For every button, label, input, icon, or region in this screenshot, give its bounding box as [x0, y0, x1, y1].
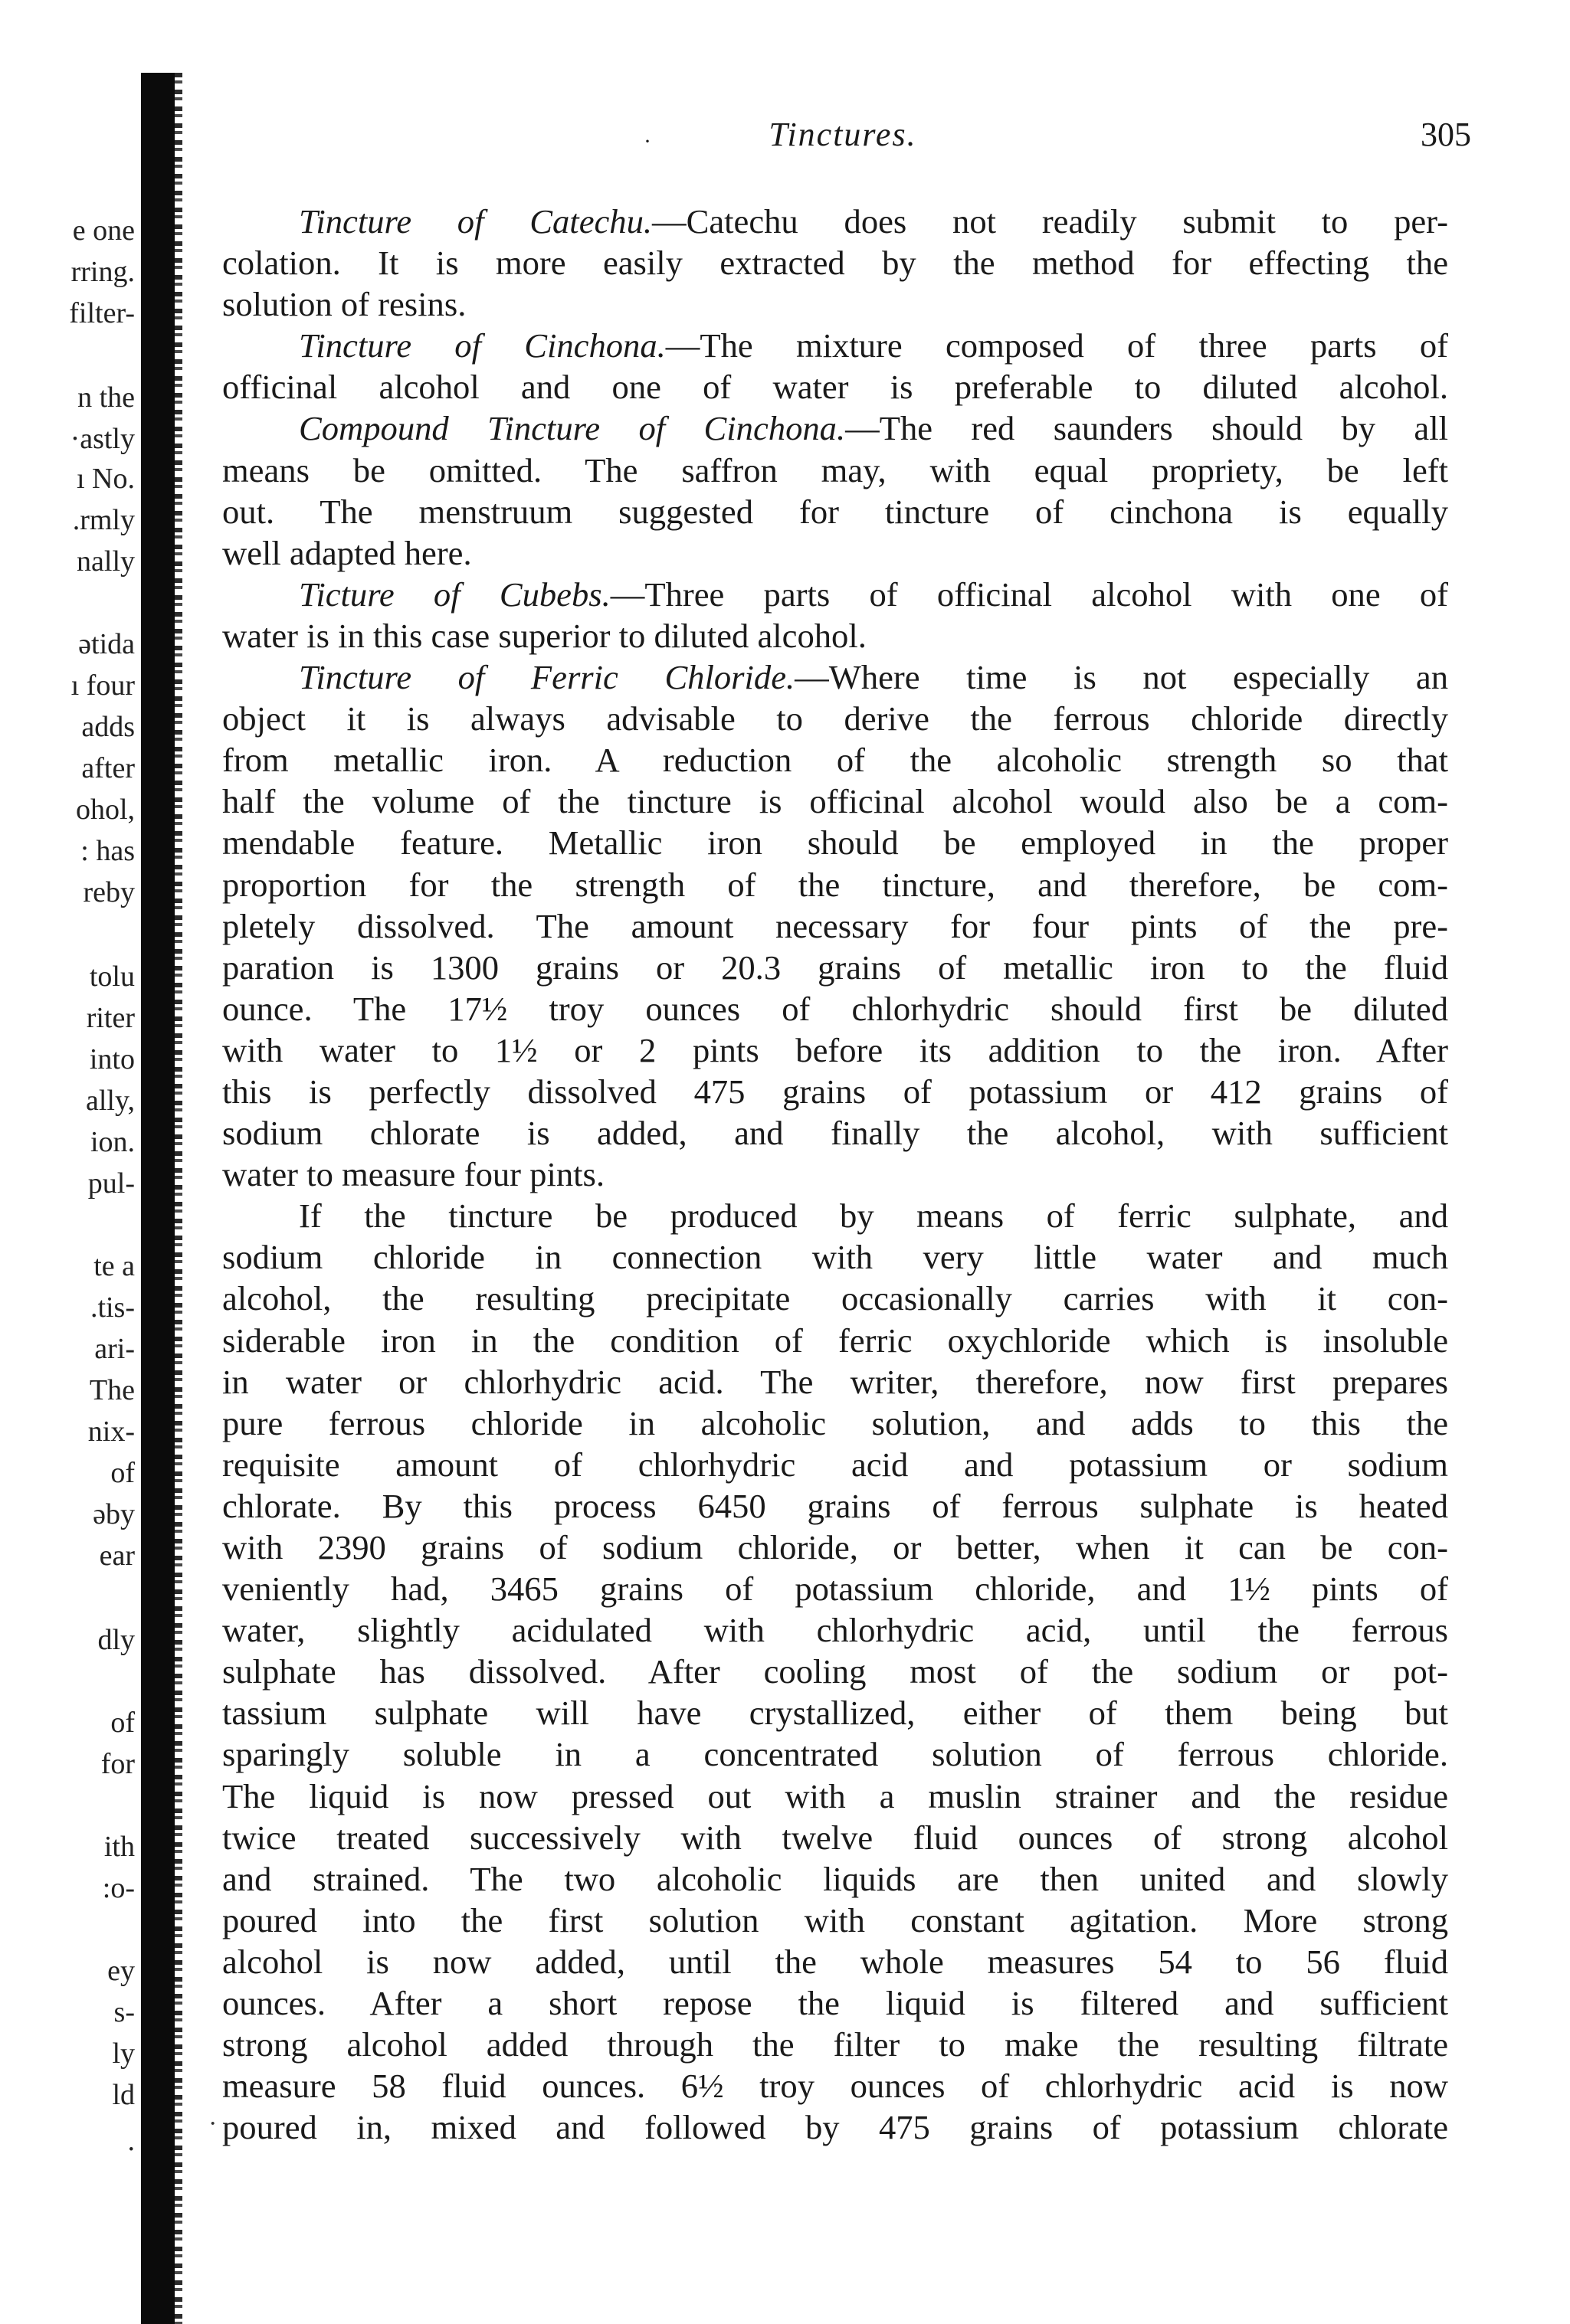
gutter-fragment: ey	[107, 1955, 135, 1987]
gutter-fragment: ly	[112, 2038, 135, 2070]
gutter-fragment: dly	[97, 1624, 135, 1656]
text-line: Tincture of Ferric Chloride.—Where time is not especially an	[299, 658, 1448, 697]
section-title: Ticture of Cubebs.	[299, 574, 611, 614]
section-title: Tincture of Ferric Chloride.	[299, 658, 795, 697]
text-line: and strained. The two alcoholic liquids are then united and slowly	[222, 1859, 1448, 1898]
text-line: sodium chlorate is added, and finally the alcohol, with sufficient	[222, 1114, 1448, 1153]
gutter-fragment: ally,	[85, 1085, 135, 1117]
gutter-fragment: into	[89, 1043, 135, 1075]
gutter-fragment: ari-	[94, 1333, 135, 1365]
gutter-fragment: ohol,	[75, 794, 135, 826]
text-line: tassium sulphate will have crystallized, either of them being but	[222, 1694, 1448, 1733]
text-line: well adapted here.	[222, 533, 472, 572]
facing-page-margin	[0, 0, 153, 2324]
section-title: Compound Tincture of Cinchona.	[299, 409, 846, 448]
text-line: ounce. The 17½ troy ounces of chlorhydric should first be diluted	[222, 989, 1448, 1028]
gutter-fragment: The	[89, 1374, 135, 1406]
gutter-fragment: ld	[112, 2079, 135, 2111]
gutter-fragment: rring.	[70, 256, 135, 288]
gutter-fragment: tolu	[89, 961, 135, 993]
text-line: this is perfectly dissolved 475 grains of potassium or 412 grains of	[222, 1072, 1448, 1111]
gutter-fragment: nix-	[87, 1416, 135, 1448]
text-line: water is in this case superior to diluted alcohol.	[222, 616, 867, 655]
gutter-fragment: .rmly	[72, 504, 135, 536]
gutter-fragment: nally	[77, 545, 135, 578]
text-line: twice treated successively with twelve fluid ounces of strong alcohol	[222, 1818, 1448, 1857]
text-line: sulphate has dissolved. After cooling most of the sodium or pot-	[222, 1652, 1448, 1691]
text-line: alcohol, the resulting precipitate occasionally carries with it con-	[222, 1279, 1448, 1318]
text-line: The liquid is now pressed out with a muslin strainer and the residue	[222, 1776, 1448, 1815]
gutter-fragment: ı No.	[77, 463, 135, 495]
text-line: Tincture of Catechu.—Catechu does not readily submit to per-	[299, 202, 1448, 241]
text-line: If the tincture be produced by means of ferric sulphate, and	[299, 1196, 1448, 1236]
gutter-fragment: ith	[103, 1831, 135, 1863]
text-line: mendable feature. Metallic iron should be employed in the proper	[222, 823, 1448, 862]
text-line: with water to 1½ or 2 pints before its addition to the iron. After	[222, 1030, 1448, 1069]
gutter-fragment: .tis-	[90, 1291, 135, 1324]
text-line: measure 58 fluid ounces. 6½ troy ounces of chlorhydric acid is now	[222, 2067, 1448, 2106]
text-line: Tincture of Cinchona.—The mixture composed of three parts of	[299, 326, 1448, 365]
text-line: half the volume of the tincture is officinal alcohol would also be a com-	[222, 782, 1448, 821]
text-line: colation. It is more easily extracted by the method for effecting the	[222, 244, 1448, 283]
text-line: object it is always advisable to derive the ferrous chloride directly	[222, 699, 1448, 738]
text-line: alcohol is now added, until the whole measures 54 to 56 fluid	[222, 1942, 1448, 1981]
gutter-fragment: pul-	[87, 1167, 135, 1200]
gutter-fragment: ion.	[90, 1126, 135, 1158]
text-line: solution of resins.	[222, 285, 467, 324]
gutter-fragment: n the	[77, 381, 135, 414]
text-line: sparingly soluble in a concentrated solution of ferrous chloride.	[222, 1735, 1448, 1774]
running-title: Tinctures.	[769, 116, 917, 153]
page-header	[215, 115, 1471, 169]
gutter-fragment: te a	[93, 1250, 135, 1282]
text-line: out. The menstruum suggested for tincture of cinchona is equally	[222, 492, 1448, 531]
gutter-fragment: adds	[81, 711, 135, 743]
text-line: poured into the first solution with constant agitation. More strong	[222, 1900, 1448, 1939]
text-line: water, slightly acidulated with chlorhydric acid, until the ferrous	[222, 1611, 1448, 1650]
book-spine-edge	[175, 73, 182, 2324]
section-title: Tincture of Cinchona.	[299, 326, 666, 365]
gutter-fragment: riter	[86, 1002, 135, 1034]
gutter-fragment: ı four	[70, 669, 135, 702]
text-line: water to measure four pints.	[222, 1155, 605, 1194]
gutter-fragment: əby	[93, 1498, 135, 1530]
section-title: Tincture of Catechu.	[299, 202, 653, 241]
book-spine-shadow	[141, 73, 179, 2324]
text-line: veniently had, 3465 grains of potassium chloride, and 1½ pints of	[222, 1570, 1448, 1609]
gutter-fragment: e one	[72, 214, 135, 247]
text-line: pletely dissolved. The amount necessary for four pints of the pre-	[222, 906, 1448, 945]
text-line: officinal alcohol and one of water is preferable to diluted alcohol.	[222, 368, 1448, 407]
gutter-fragment: of	[110, 1707, 135, 1739]
text-line: ounces. After a short repose the liquid is filtered and sufficient	[222, 1984, 1448, 2023]
gutter-fragment: of	[110, 1457, 135, 1489]
text-line: sodium chloride in connection with very little water and much	[222, 1238, 1448, 1277]
text-line: Ticture of Cubebs.—Three parts of officinal alcohol with one of	[299, 574, 1448, 614]
stray-mark: ·	[208, 2110, 218, 2138]
gutter-fragment: : has	[80, 835, 135, 867]
gutter-fragment: s-	[113, 1996, 135, 2028]
text-line: means be omitted. The saffron may, with equal propriety, be left	[222, 450, 1448, 489]
page-body	[222, 201, 1448, 2148]
gutter-fragment: reby	[83, 876, 135, 908]
gutter-fragment: after	[81, 752, 135, 784]
text-line: in water or chlorhydric acid. The writer, therefore, now first prepares	[222, 1362, 1448, 1401]
text-line: chlorate. By this process 6450 grains of ferrous sulphate is heated	[222, 1486, 1448, 1525]
gutter-fragment: ·astly	[70, 423, 135, 455]
gutter-fragment: ətida	[78, 628, 135, 660]
text-line: proportion for the strength of the tincture, and therefore, be com-	[222, 865, 1448, 904]
text-line: siderable iron in the condition of ferric oxychloride which is insoluble	[222, 1321, 1448, 1360]
text-line: from metallic iron. A reduction of the alcoholic strength so that	[222, 741, 1448, 780]
gutter-fragment: .	[127, 2125, 135, 2157]
text-line: poured in, mixed and followed by 475 grains of potassium chlorate	[222, 2108, 1448, 2147]
gutter-fragment: :o-	[102, 1872, 135, 1904]
gutter-fragment: ear	[99, 1540, 135, 1572]
header-dot: ·	[644, 129, 651, 154]
text-line: Compound Tincture of Cinchona.—The red saunders should by all	[299, 409, 1448, 448]
gutter-fragment: filter-	[69, 297, 135, 329]
text-line: pure ferrous chloride in alcoholic solution, and adds to this the	[222, 1403, 1448, 1442]
text-line: strong alcohol added through the filter to make the resulting filtrate	[222, 2025, 1448, 2064]
gutter-fragment: for	[100, 1748, 135, 1780]
text-line: requisite amount of chlorhydric acid and potassium or sodium	[222, 1445, 1448, 1484]
text-line: with 2390 grains of sodium chloride, or better, when it can be con-	[222, 1528, 1448, 1566]
text-line: paration is 1300 grains or 20.3 grains of metallic iron to the fluid	[222, 948, 1448, 987]
page-number: 305	[1421, 116, 1471, 153]
